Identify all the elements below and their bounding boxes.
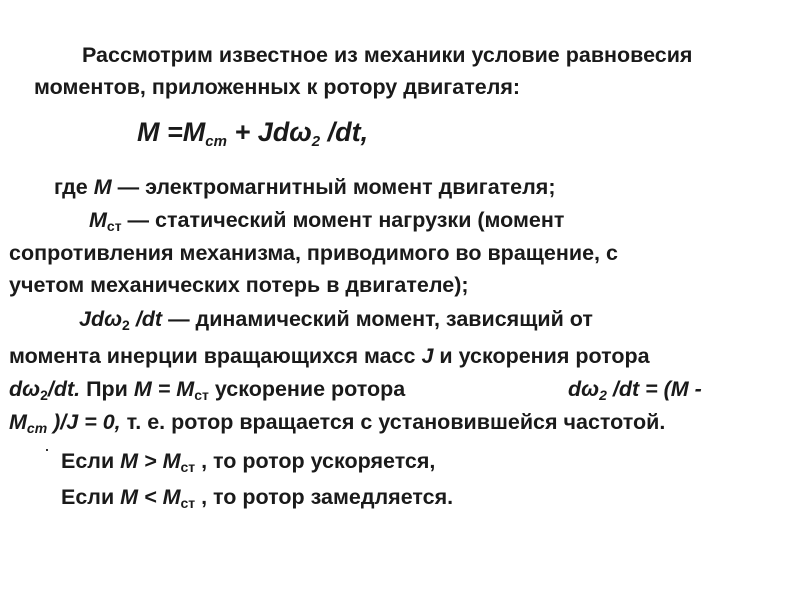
def-m-symbol: M [93, 175, 112, 199]
def-mst-line-2: сопротивления механизма, приводимого во вращение, с [9, 241, 618, 265]
stray-dot [46, 449, 48, 451]
def-jdw-line-2: момента инерции вращающихся масс J и ускорения ротора [9, 344, 650, 368]
def-mst-line-3: учетом механических потерь в двигателе); [9, 273, 469, 297]
cond-line-1: $d\omega_2/dt$. При $M = M_{ст}$ ускорение ротора [9, 377, 406, 403]
def-mst-line-1: $M_{ст}$ — статический момент нагрузки (момент [89, 208, 565, 234]
def-m: где M — электромагнитный момент двигателя; [54, 175, 556, 199]
formula-rest-subscript: 2 [311, 133, 321, 150]
formula-tail: /dt, [320, 117, 369, 147]
cond-expression: $d\omega_2$ /dt = (M - [568, 377, 702, 403]
intro-line-2: моментов, приложенных к ротору двигателя: [34, 75, 521, 99]
formula-m: M =M [137, 117, 206, 147]
intro-line-1: Рассмотрим известное из механики условие равновесия [82, 43, 693, 67]
def-jdw-line-1: Jdω$_2$ /dt — динамический момент, зависящий от [79, 307, 593, 333]
def-mst-symbol: M [89, 208, 107, 232]
def-jdw-symbol: Jdω [79, 307, 123, 331]
formula-rest: + Jdω [226, 117, 312, 147]
main-formula [137, 116, 368, 158]
case-decelerates: Если $M < M_{ст}$ , то ротор замедляется. [61, 485, 454, 511]
case-accelerates: Если $M > M_{ст}$ , то ротор ускоряется, [61, 449, 436, 475]
formula-m-subscript: ст [205, 133, 227, 150]
cond-line-2: $M_{ст}$ )/J = 0, т. е. ротор вращается с установившейся частотой. [9, 410, 666, 436]
